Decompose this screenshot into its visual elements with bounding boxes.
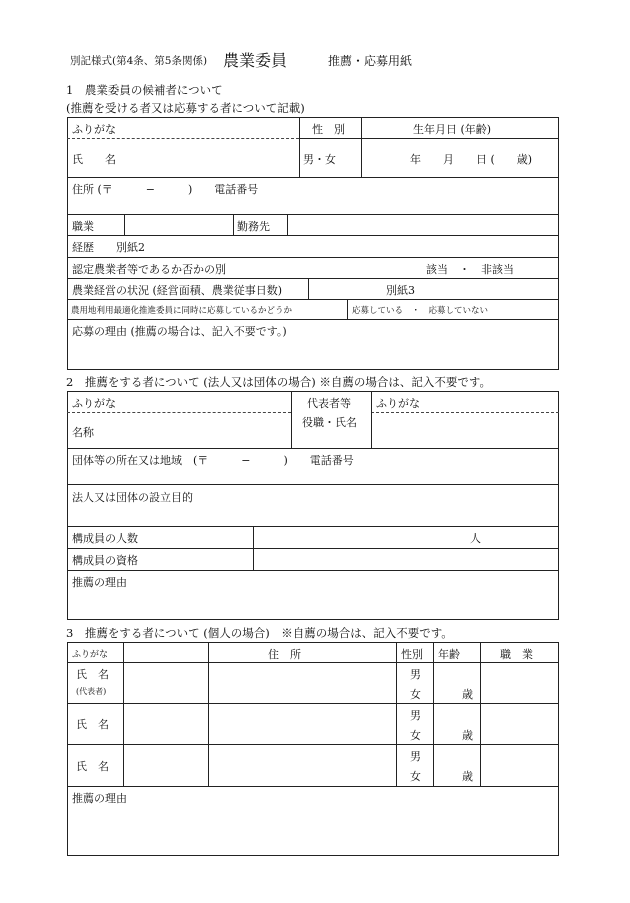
birth-label: 生年月日 (年齢) — [413, 123, 492, 136]
application-reason-label: 応募の理由 (推薦の場合は、記入不要です。) — [72, 325, 287, 338]
person2-name-label: 氏 名 — [76, 718, 109, 731]
person2-male[interactable]: 男 — [410, 709, 421, 722]
person3-name-label: 氏 名 — [76, 760, 109, 773]
org-name-label: 名称 — [72, 426, 94, 439]
person1-rep-note: (代表者) — [76, 687, 107, 696]
occupation-label: 職業 — [72, 220, 94, 233]
org-reason-label: 推薦の理由 — [72, 576, 127, 589]
person3-age-unit: 歳 — [462, 770, 473, 783]
sex-label: 性 別 — [312, 123, 345, 136]
form-subtitle: 推薦・応募用紙 — [328, 54, 413, 68]
section1-subheading: (推薦を受ける者又は応募する者について記載) — [66, 101, 305, 115]
section1-heading: 1 農業委員の候補者について — [66, 83, 223, 97]
org-furigana-label: ふりがな — [72, 397, 116, 410]
workplace-label: 勤務先 — [237, 220, 270, 233]
members-qualification-label: 構成員の資格 — [72, 554, 138, 567]
concurrent-label: 農用地利用最適化推進委員に同時に応募しているかどうか — [71, 306, 293, 316]
individual-occupation-header: 職 業 — [500, 648, 533, 661]
person2-age-unit: 歳 — [462, 729, 473, 742]
dashed-line — [67, 138, 299, 139]
section3-heading: 3 推薦をする者について (個人の場合) ※自薦の場合は、記入不要です。 — [66, 626, 453, 640]
certified-label: 認定農業者等であるか否かの別 — [72, 263, 226, 276]
person3-female[interactable]: 女 — [410, 770, 421, 783]
members-count-label: 構成員の人数 — [72, 532, 138, 545]
farm-status-label: 農業経営の状況 (経営面積、農業従事日数) — [72, 284, 283, 297]
certified-options[interactable]: 該当 ・ 非該当 — [426, 263, 514, 276]
address-field[interactable]: 住所 (〒 − ) 電話番号 — [72, 183, 259, 196]
rep-label-2: 役職・氏名 — [302, 416, 357, 429]
members-unit: 人 — [470, 532, 481, 545]
person1-female[interactable]: 女 — [410, 688, 421, 701]
section3-frame — [67, 642, 559, 856]
individual-address-header: 住 所 — [268, 648, 301, 661]
org-address-field[interactable]: 団体等の所在又は地域 (〒 − ) 電話番号 — [72, 454, 354, 467]
person2-female[interactable]: 女 — [410, 729, 421, 742]
farm-status-value: 別紙3 — [386, 284, 415, 297]
candidate-furigana-label-2: ふりがな — [72, 123, 116, 136]
rep-furigana-label: ふりがな — [376, 397, 420, 410]
individual-sex-header: 性別 — [401, 648, 423, 661]
org-purpose-label: 法人又は団体の設立目的 — [72, 491, 193, 504]
form-title: 農業委員 — [223, 51, 288, 70]
individual-furigana-label: ふりがな — [72, 650, 109, 660]
sex-options[interactable]: 男・女 — [303, 153, 336, 166]
career-label: 経歴 別紙2 — [72, 241, 145, 254]
person3-male[interactable]: 男 — [410, 750, 421, 763]
individual-reason-label: 推薦の理由 — [72, 792, 127, 805]
candidate-name-label: 氏 名 — [72, 153, 116, 166]
concurrent-options[interactable]: 応募している ・ 応募していない — [352, 306, 489, 316]
birth-date-field[interactable]: 年 月 日 ( 歳) — [410, 153, 533, 166]
rep-label-1: 代表者等 — [307, 397, 351, 410]
section2-heading: 2 推薦をする者について (法人又は団体の場合) ※自薦の場合は、記入不要です。 — [66, 375, 491, 389]
person1-male[interactable]: 男 — [410, 668, 421, 681]
individual-age-header: 年齢 — [438, 648, 460, 661]
form-prefix: 別記様式(第4条、第5条関係) — [70, 55, 208, 67]
person1-name-label: 氏 名 — [76, 668, 109, 681]
person1-age-unit: 歳 — [462, 688, 473, 701]
